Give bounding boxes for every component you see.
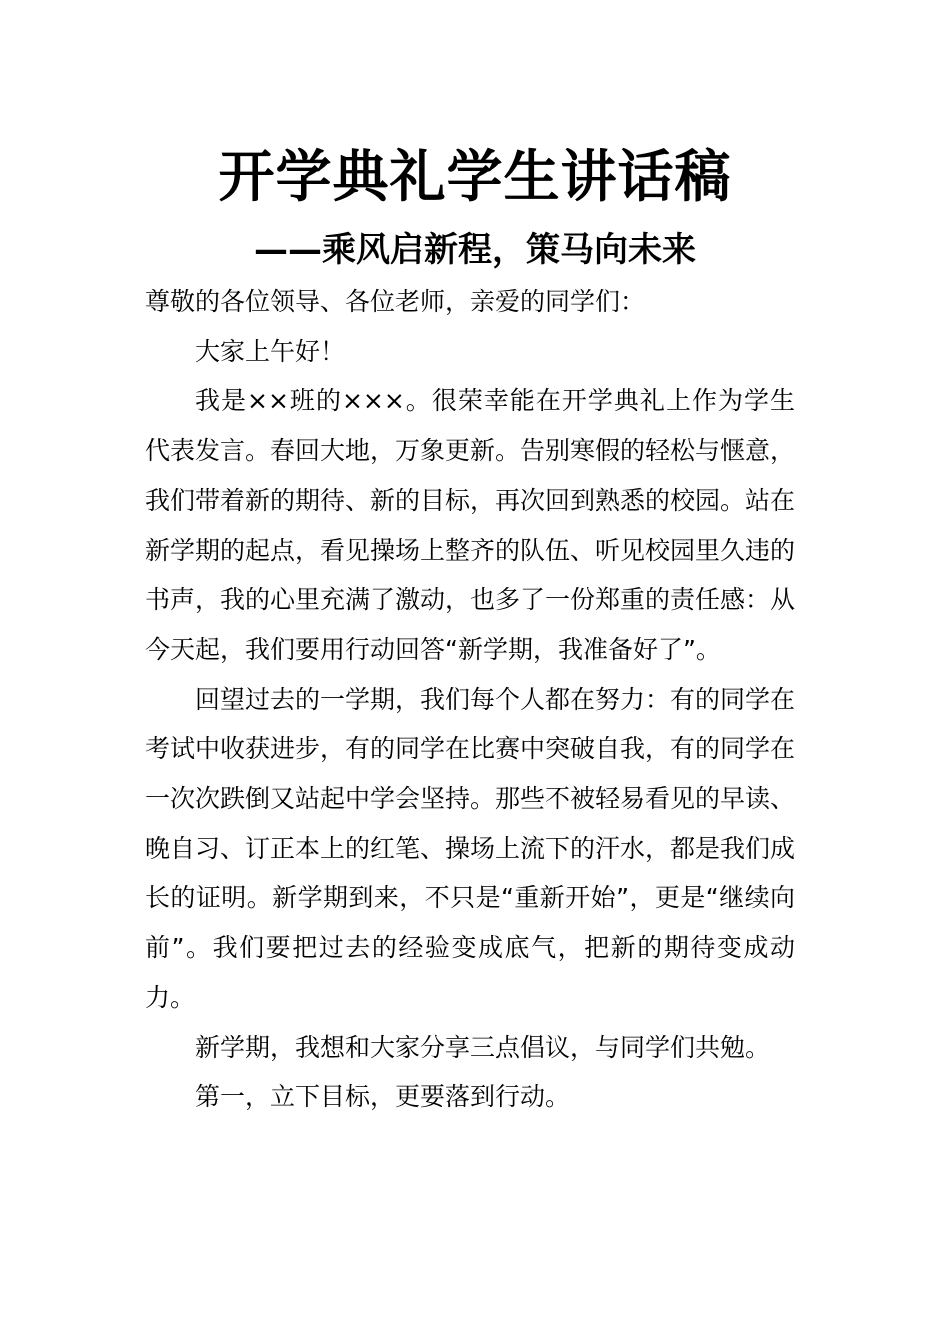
paragraph-greeting: 大家上午好！ [195, 336, 346, 366]
document-body [145, 277, 795, 1122]
paragraph-review: 回望过去的一学期，我们每个人都在努力：有的同学在考试中收获进步，有的同学在比赛中突破自我，有的同学在一次次跌倒又站起中学会坚持。那些不被轻易看见的早读、晚自习、订正本上的红笔、操场上流下的汗水，都是我们成长的证明。新学期到来，不只是“重新开始”，更是“继续向前”。我们要把过去的经验变成底气，把新的期待变成动力。 [145, 684, 796, 1012]
paragraph-proposals: 新学期，我想和大家分享三点倡议，与同学们共勉。 [195, 1032, 771, 1062]
salutation: 尊敬的各位领导、各位老师，亲爱的同学们： [145, 287, 646, 316]
paragraph-first-proposal: 第一，立下目标，更要落到行动。 [195, 1082, 571, 1112]
paragraph-introduction: 我是××班的×××。很荣幸能在开学典礼上作为学生代表发言。春回大地，万象更新。告别寒假的轻松与惬意，我们带着新的期待、新的目标，再次回到熟悉的校园。站在新学期的起点，看见操场上整齐的队伍、听见校园里久违的书声，我的心里充满了激动，也多了一份郑重的责任感：从今天起，我们要用行动回答“新学期，我准备好了”。 [145, 386, 796, 664]
document-title: 开学典礼学生讲话稿 [218, 145, 732, 210]
document-subtitle: ——乘风启新程，策马向未来 [254, 230, 696, 270]
